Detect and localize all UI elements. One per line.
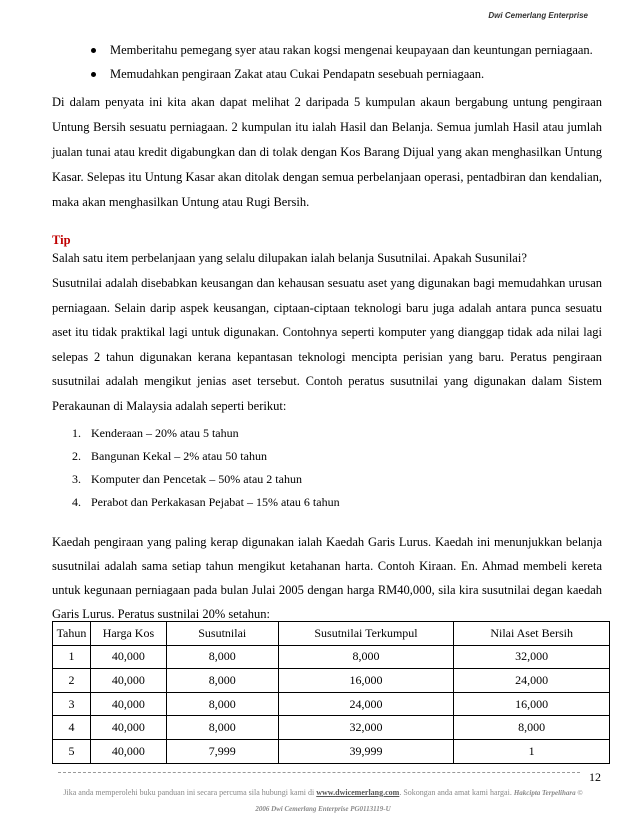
list-item [72,445,572,468]
table-cell: 7,999 [166,739,278,763]
table-cell: 5 [53,739,91,763]
paragraph-straight-line-method: Kaedah pengiraan yang paling kerap digunakan ialah Kaedah Garis Lurus. Kaedah ini menunjukkan belanja susutnilai adalah sama setiap tahun mengikut ketahanan harta. Contoh Kiraan. En. Ahmad membeli kereta untuk kegunaan perniagaan pada bulan Julai 2005 dengan harga RM40,000, sila kira susutnilai degan kaedah Garis Lurus. Peratus sustnilai 20% setahun: [52,535,602,621]
table-cell: 32,000 [454,645,610,669]
list-number: 2. [72,449,81,463]
copyright-text: Hakcipta Terpelihara © 2006 Dwi Cemerlang Enterprise PG0113119-U [255,789,583,813]
list-item [72,468,572,491]
footer-note [58,785,588,817]
footer-divider [58,772,580,773]
table-cell: 1 [454,739,610,763]
table-row [53,645,610,669]
list-text: Komputer dan Pencetak – 50% atau 2 tahun [91,472,302,486]
table-cell: 3 [53,692,91,716]
footer-text-after: . Sokongan anda amat kami hargai. [399,788,512,797]
column-header: Tahun [53,622,91,646]
list-item [72,422,572,445]
table-row [53,716,610,740]
table-cell: 24,000 [454,669,610,693]
table-cell: 8,000 [454,716,610,740]
table-cell: 4 [53,716,91,740]
footer-text: Jika anda memperolehi buku panduan ini secara percuma sila hubungi kami di [63,788,317,797]
bullet-text: Memberitahu pemegang syer atau rakan kogsi mengenai keupayaan dan keuntungan perniagaan. [110,43,593,57]
table-cell: 8,000 [166,716,278,740]
table-row [53,739,610,763]
page-number: 12 [589,770,601,784]
table-cell: 40,000 [90,645,166,669]
table-cell: 40,000 [90,739,166,763]
tip-title: Tip [52,233,71,247]
bullet-icon [91,72,96,77]
list-item [72,491,572,514]
bullet-text: Memudahkan pengiraan Zakat atau Cukai Pendapatn sesebuah perniagaan. [110,67,485,81]
table-cell: 24,000 [278,692,454,716]
table-row [53,692,610,716]
list-number: 1. [72,426,81,440]
table-cell: 16,000 [454,692,610,716]
tip-body: Susutnilai adalah disebabkan keusangan dan kehausan sesuatu aset yang digunakan bagi memudahkan urusan perniagaan. Selain darip aspek keusangan, ciptaan-ciptaan teknologi baru juga adalah antara punca sesuatu aset itu tidak praktikal lagi untuk digunakan. Contohnya seperti komputer yang dianggap tidak ada nilai lagi selepas 2 tahun digunakan kerana kepantasan teknologi mencipta perisian yang baru. Peratus pengiraan susutnilai adalah mengikut jenias aset tersebut. Contoh peratus susutnilai yang digunakan dalam Sistem Perakaunan di Malaysia adalah seperti berikut: [52,276,602,413]
list-number: 4. [72,495,81,509]
table-header-row [53,622,610,646]
tip-question: Salah satu item perbelanjaan yang selalu dilupakan ialah belanja Susutnilai. Apakah Susunilai? [52,251,527,265]
column-header: Susutnilai [166,622,278,646]
table-cell: 8,000 [166,645,278,669]
list-number: 3. [72,472,81,486]
table-cell: 39,999 [278,739,454,763]
bullet-icon [91,48,96,53]
table-cell: 32,000 [278,716,454,740]
table-cell: 1 [53,645,91,669]
bullet-list [88,38,608,86]
list-text: Bangunan Kekal – 2% atau 50 tahun [91,449,267,463]
depreciation-table [52,621,610,764]
paragraph-income-statement: Di dalam penyata ini kita akan dapat melihat 2 daripada 5 kumpulan akaun bergabung untung pengiraan Untung Bersih sesuatu perniagaan. 2 kumpulan itu ialah Hasil dan Belanja. Semua jumlah Hasil atau jumlah jualan tunai atau kredit digabungkan dan di tolak dengan Kos Barang Dijual yang akan menghasilkan Untung Kasar. Selepas itu Untung Kasar akan ditolak dengan semua perbelanjaan operasi, pentadbiran dan kendalian, maka akan menghasilkan Untung atau Rugi Bersih. [52,95,602,209]
list-text: Perabot dan Perkakasan Pejabat – 15% atau 6 tahun [91,495,340,509]
bullet-item [88,62,608,86]
table-cell: 40,000 [90,669,166,693]
column-header: Nilai Aset Bersih [454,622,610,646]
depreciation-rate-list [72,422,572,514]
table-cell: 2 [53,669,91,693]
website-link[interactable]: www.dwicemerlang.com [316,788,400,797]
table-cell: 8,000 [278,645,454,669]
column-header: Harga Kos [90,622,166,646]
table-cell: 16,000 [278,669,454,693]
bullet-item [88,38,608,62]
column-header: Susutnilai Terkumpul [278,622,454,646]
table-row [53,669,610,693]
table-cell: 40,000 [90,716,166,740]
table-cell: 8,000 [166,669,278,693]
header-company-name: Dwi Cemerlang Enterprise [488,11,588,20]
table-cell: 8,000 [166,692,278,716]
list-text: Kenderaan – 20% atau 5 tahun [91,426,239,440]
table-cell: 40,000 [90,692,166,716]
